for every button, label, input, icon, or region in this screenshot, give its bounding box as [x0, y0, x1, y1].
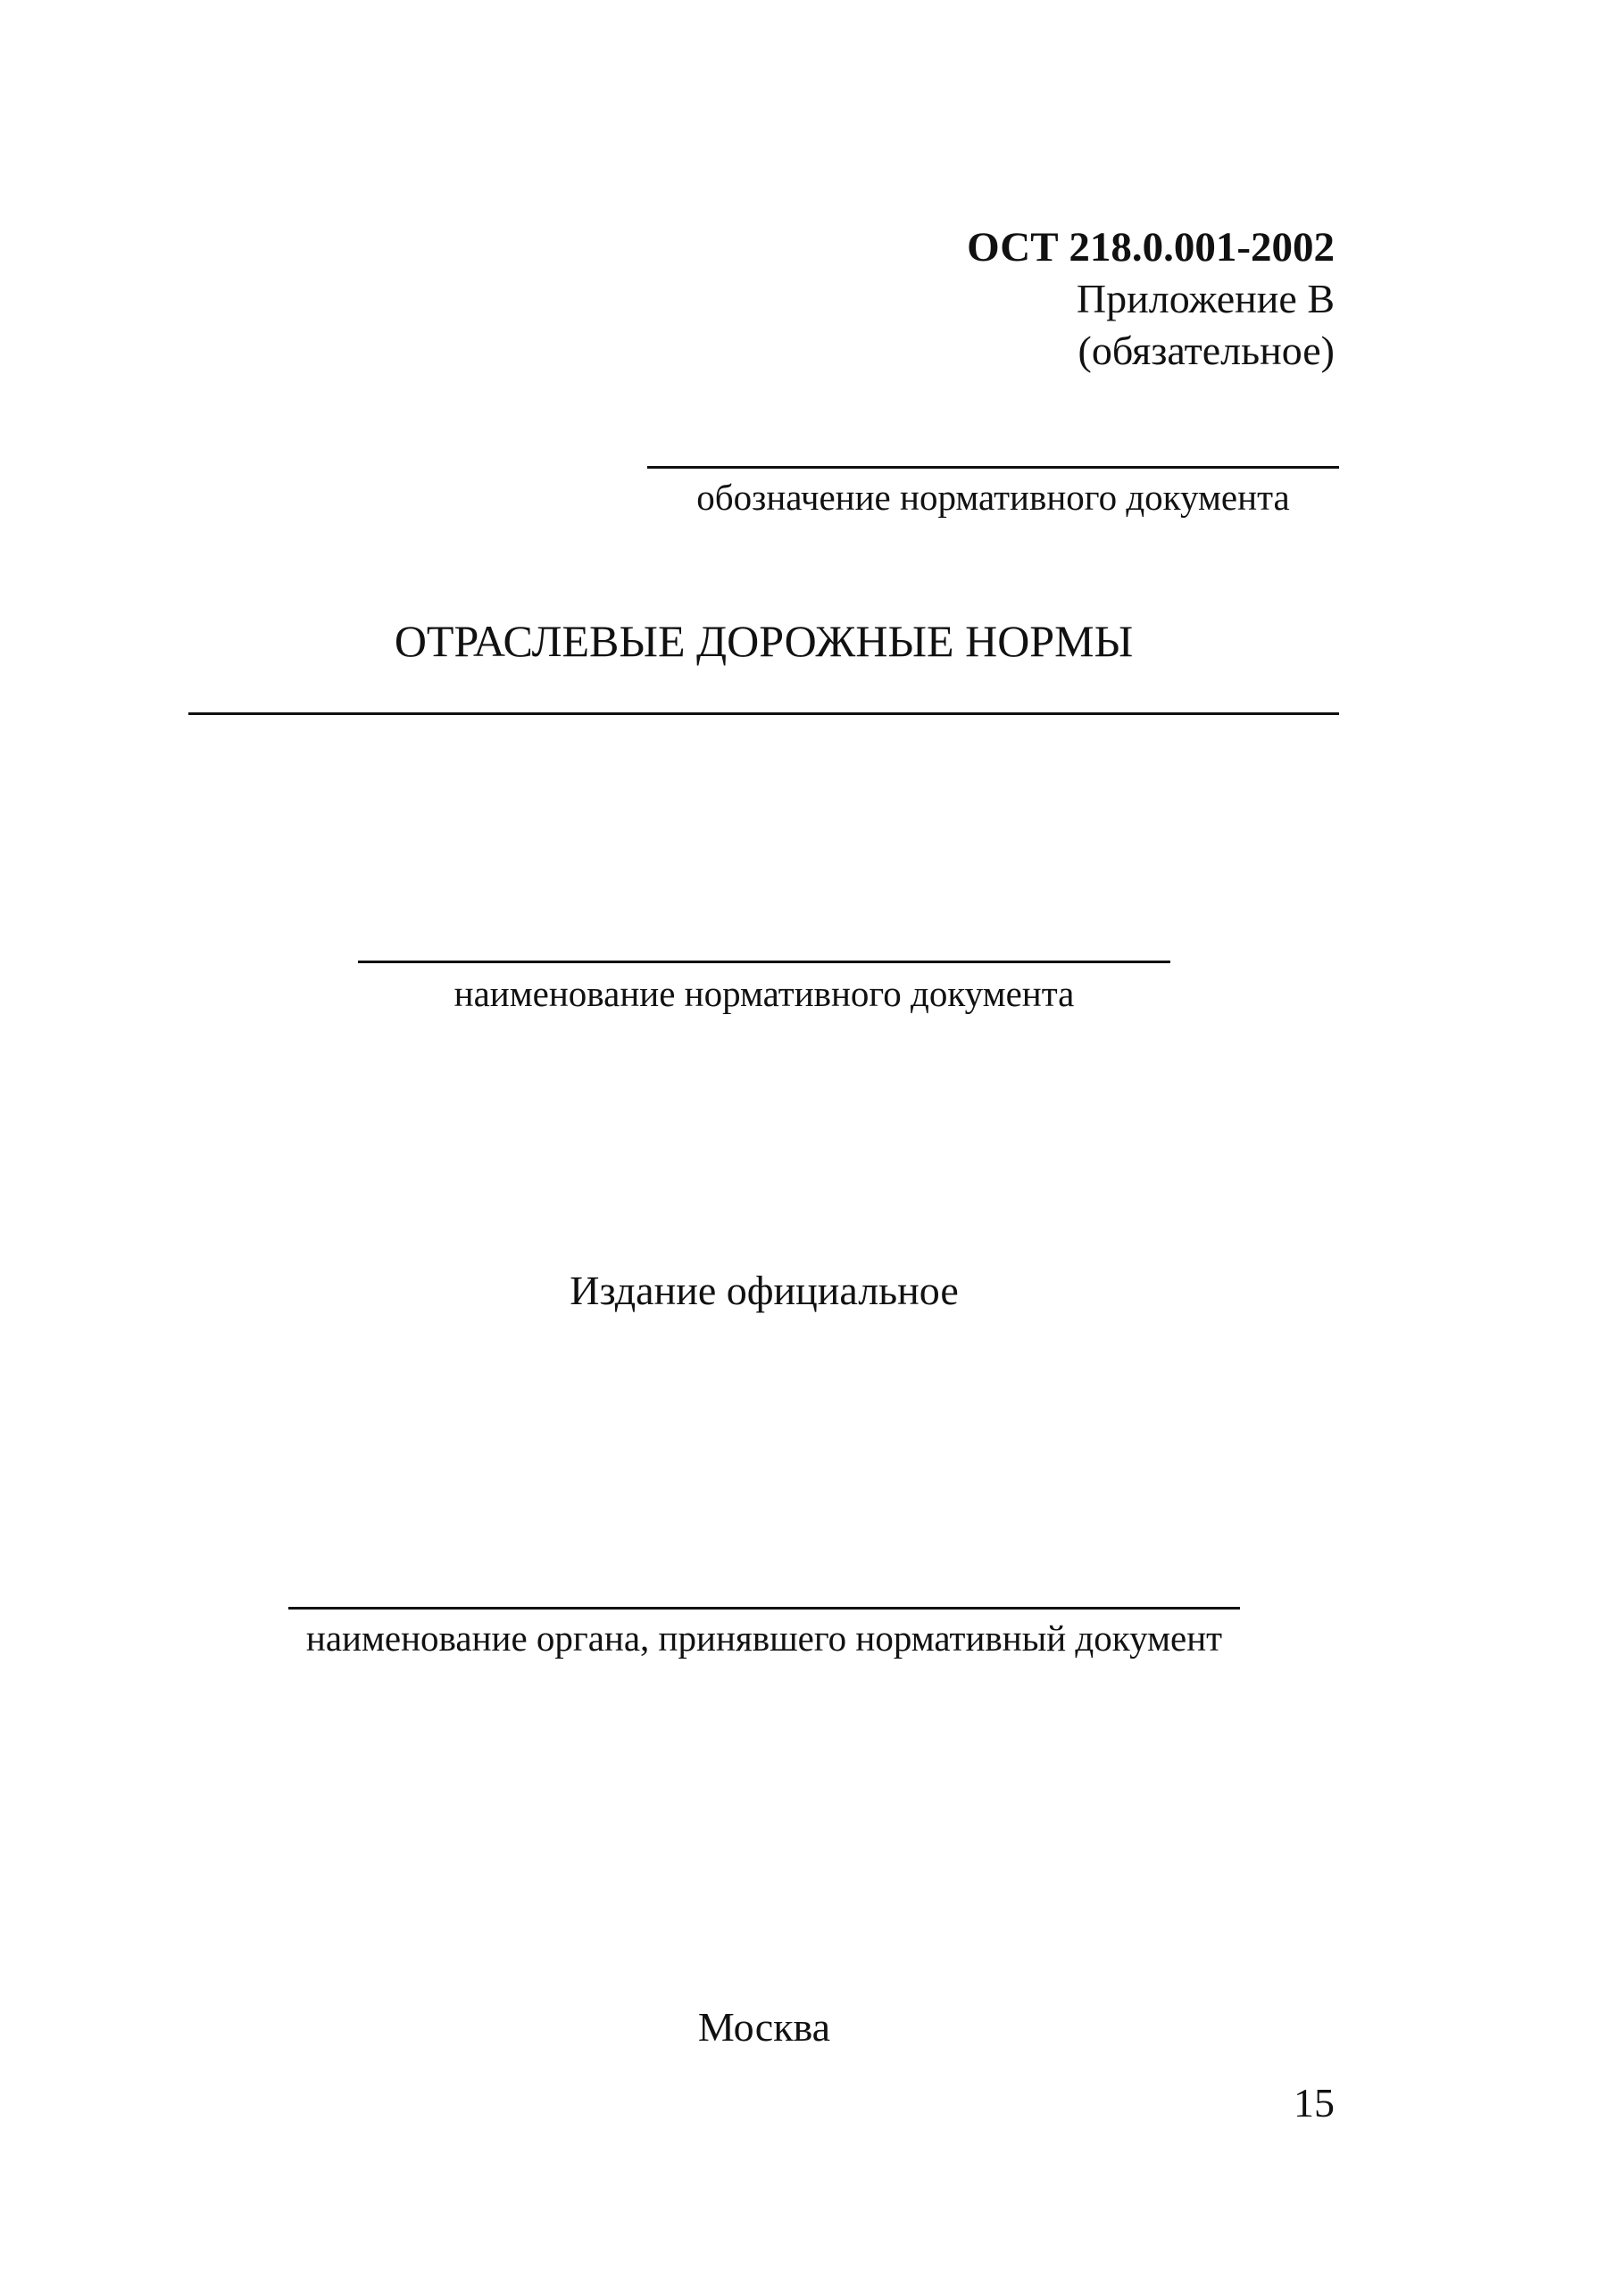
document-category: ОТРАСЛЕВЫЕ ДОРОЖНЫЕ НОРМЫ [394, 616, 1134, 666]
authority-caption: наименование органа, принявшего нормативный документ [305, 1618, 1223, 1659]
name-line [358, 961, 1170, 963]
designation-caption: обозначение нормативного документа [696, 477, 1290, 518]
appendix-label: Приложение В [1076, 276, 1335, 321]
page-number: 15 [1294, 2080, 1335, 2125]
category-underline [188, 712, 1339, 715]
designation-line [647, 466, 1339, 469]
appendix-type: (обязательное) [1078, 328, 1335, 373]
authority-line [288, 1607, 1240, 1610]
edition-label: Издание официальное [570, 1268, 959, 1313]
standard-number: ОСТ 218.0.001-2002 [967, 224, 1335, 270]
city-label: Москва [697, 2004, 831, 2050]
name-caption: наименование нормативного документа [454, 973, 1075, 1014]
